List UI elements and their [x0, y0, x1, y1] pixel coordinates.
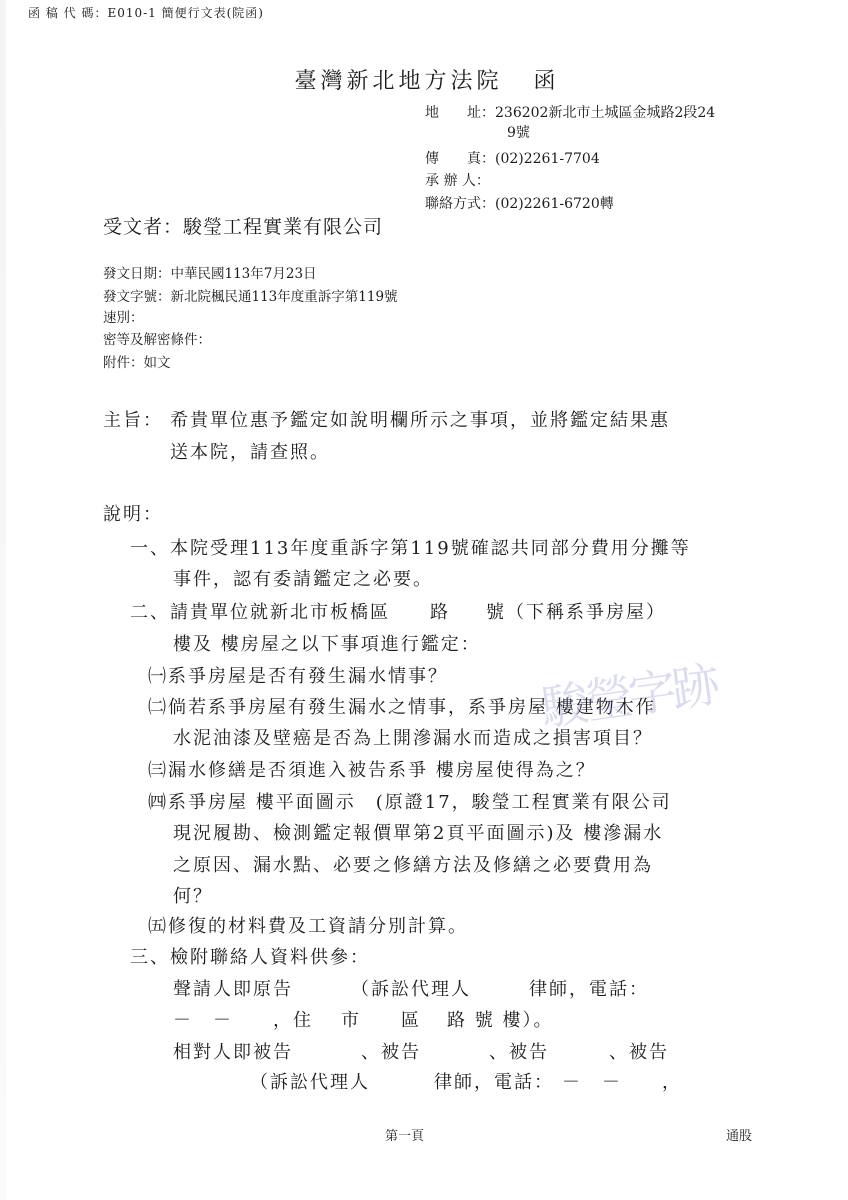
- subject-line-1: 希貴單位惠予鑑定如說明欄所示之事項，並將鑑定結果惠: [170, 410, 670, 431]
- attachment: 附件：如文: [103, 355, 171, 371]
- item-2-line-1: 二、請貴單位就新北市板橋區 路 號（下稱系爭房屋）: [130, 602, 666, 623]
- sub-item-5: ㈤修復的材料費及工資請分別計算。: [148, 916, 468, 937]
- contact-row: 聯絡方式：(02)2261-6720轉: [425, 196, 614, 212]
- sub-item-4-line-3: 之原因、漏水點、必要之修繕方法及修繕之必要費用為: [173, 855, 653, 876]
- handler-row: 承 辦 人：: [425, 173, 490, 189]
- speed: 速別：: [103, 310, 144, 326]
- contact-line-3: 相對人即被告 、被告 、被告 、被告: [173, 1042, 669, 1063]
- court-name: 臺灣新北地方法院: [294, 69, 503, 94]
- recipient: 受文者：駿瑩工程實業有限公司: [103, 216, 384, 238]
- sub-item-4-line-1: ㈣系爭房屋 樓平面圖示 (原證17，駿瑩工程實業有限公司: [148, 792, 672, 813]
- document-title: [0, 64, 848, 95]
- subject-label: 主旨：: [103, 410, 163, 431]
- contact-line-2: － － ，住 市 區 路 號 樓）。: [173, 1010, 554, 1031]
- sub-item-4-line-4: 何？: [173, 886, 213, 907]
- item-3: 三、檢附聯絡人資料供參：: [130, 947, 370, 968]
- subject-line-2: 送本院，請查照。: [170, 442, 330, 463]
- contact-line-4: （訴訟代理人 律師，電話： － － ，: [250, 1072, 682, 1093]
- sub-item-4-line-2: 現況履勘、檢測鑑定報價單第2頁平面圖示)及 樓滲漏水: [173, 823, 664, 844]
- sub-item-2-line-2: 水泥油漆及壁癌是否為上開滲漏水而造成之損害項目？: [173, 728, 653, 749]
- form-code: 函 稿 代 碼：E010-1 簡便行文表(院函): [28, 6, 264, 20]
- item-1-line-2: 事件，認有委請鑑定之必要。: [173, 569, 433, 590]
- item-2-line-2: 樓及 樓房屋之以下事項進行鑑定：: [173, 634, 481, 655]
- address-row: 地 址：236202新北市土城區金城路2段24: [425, 105, 716, 121]
- address-row-2: 9號: [507, 125, 530, 141]
- letter-type: 函: [533, 69, 560, 94]
- issue-date: 發文日期：中華民國113年7月23日: [103, 266, 317, 282]
- explanation-label: 說明：: [103, 504, 163, 525]
- scan-edge: [0, 0, 6, 1200]
- page-number: 第一頁: [385, 1129, 425, 1144]
- sub-item-1: ㈠系爭房屋是否有發生漏水情事？: [148, 666, 448, 687]
- bleed-through-stamp: 駿瑩字跡: [537, 656, 720, 737]
- document-number: 發文字號：新北院楓民通113年度重訴字第119號: [103, 289, 398, 305]
- sub-item-3: ㈢漏水修繕是否須進入被告系爭 樓房屋使得為之？: [148, 760, 596, 781]
- contact-line-1: 聲請人即原告 （訴訟代理人 律師，電話：: [173, 979, 649, 1000]
- confidentiality: 密等及解密條件：: [103, 332, 211, 348]
- fax-row: 傳 真：(02)2261-7704: [425, 151, 600, 167]
- document-class: 通股: [726, 1129, 753, 1144]
- item-1-line-1: 一、本院受理113年度重訴字第119號確認共同部分費用分攤等: [130, 538, 691, 559]
- sub-item-2-line-1: ㈡倘若系爭房屋有發生漏水之情事，系爭房屋 樓建物木作: [148, 697, 656, 718]
